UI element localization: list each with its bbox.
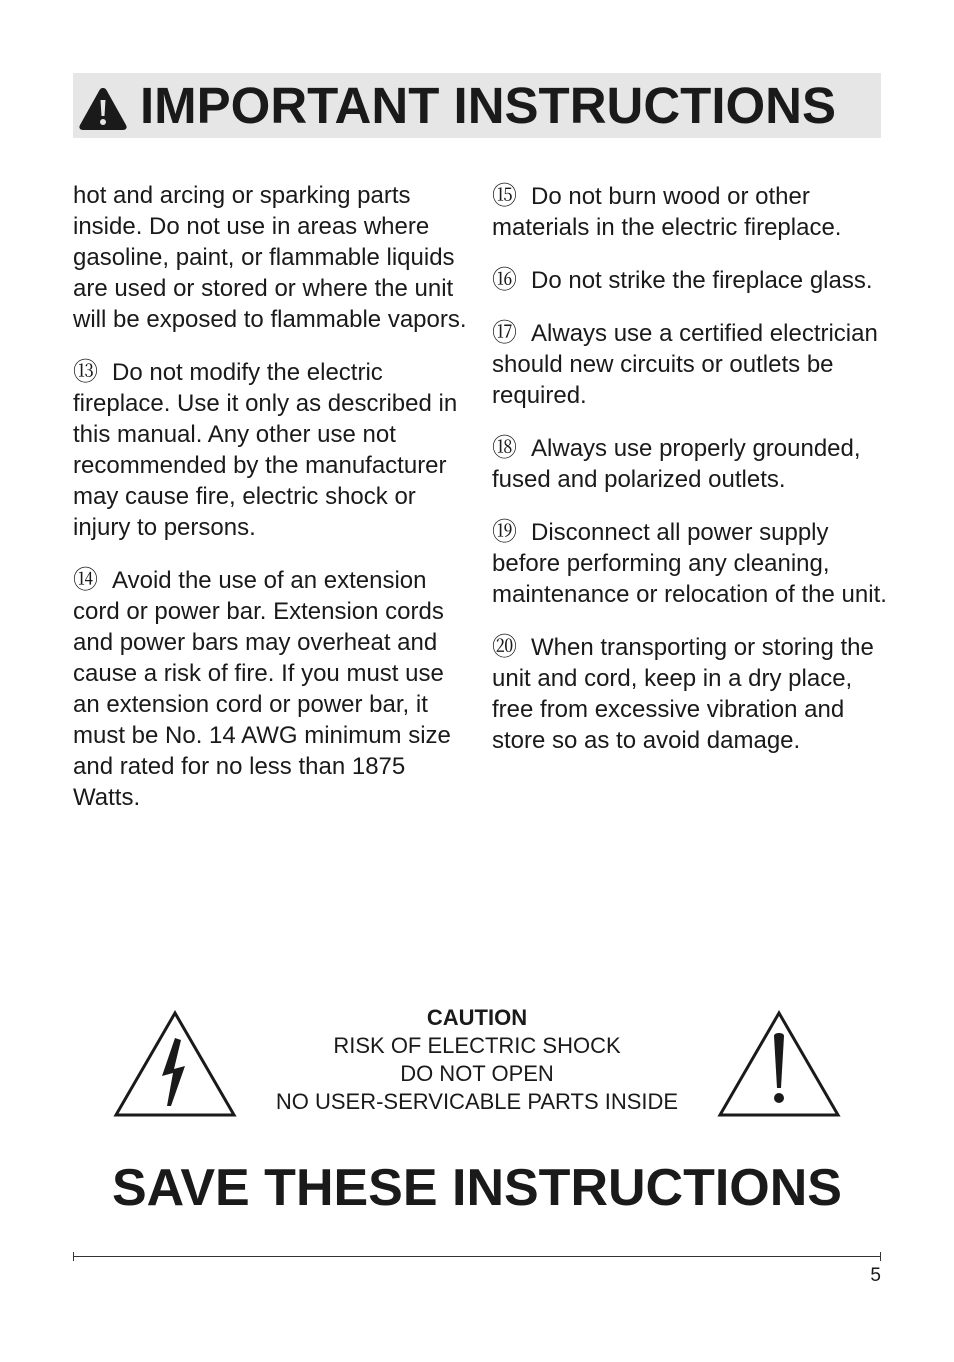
- instruction-item-15: [492, 180, 887, 243]
- item-text: Do not modify the electric fireplace. Use it only as described in this manual. Any other use not recommended by the manufacturer may cause fire, electric shock or injury to persons.: [73, 359, 458, 541]
- caution-line: DO NOT OPEN: [400, 1061, 554, 1086]
- footer-rule-tick: [880, 1252, 881, 1261]
- item-text: When transporting or storing the unit and cord, keep in a dry place, free from excessive vibration and store so as to avoid damage.: [492, 634, 874, 754]
- instruction-item-20: [492, 631, 887, 756]
- item-text: Avoid the use of an extension cord or power bar. Extension cords and power bars may overheat and cause a risk of fire. If you must use an extension cord or power bar, it must be No. 14 AWG minimum size and rated for no less than 1875 Watts.: [73, 567, 451, 811]
- caution-notice: [240, 1004, 714, 1116]
- item-text: Do not burn wood or other materials in the electric fireplace.: [492, 183, 842, 241]
- lightning-bolt-triangle-icon: [113, 1010, 237, 1118]
- instruction-item-13: [73, 356, 468, 543]
- item-number: ⑭: [73, 565, 99, 594]
- footer-rule-tick: [73, 1252, 74, 1261]
- item-text: Do not strike the fireplace glass.: [531, 267, 873, 294]
- right-column: [492, 180, 887, 777]
- item-number: ⑲: [492, 517, 518, 546]
- item-number: ⑰: [492, 318, 518, 347]
- save-instructions-title: SAVE THESE INSTRUCTIONS: [111, 1159, 842, 1217]
- instruction-item-14: [73, 564, 468, 813]
- warning-triangle-icon: [78, 86, 128, 132]
- exclamation-triangle-icon: [717, 1010, 841, 1118]
- continuation-paragraph: hot and arcing or sparking parts inside. Do not use in areas where gasoline, paint, or flammable liquids are used or stored or where the unit will be exposed to flammable vapors.: [73, 182, 467, 333]
- item-text: Always use properly grounded, fused and polarized outlets.: [492, 435, 861, 493]
- item-text: Disconnect all power supply before performing any cleaning, maintenance or relocation of the unit.: [492, 519, 887, 608]
- caution-line: RISK OF ELECTRIC SHOCK: [333, 1033, 621, 1058]
- caution-heading: CAUTION: [426, 1005, 528, 1030]
- left-column: [73, 180, 468, 834]
- caution-line: NO USER-SERVICABLE PARTS INSIDE: [275, 1089, 679, 1114]
- page-number: 5: [870, 1265, 881, 1286]
- item-text: Always use a certified electrician should new circuits or outlets be required.: [492, 320, 878, 409]
- footer-rule: [73, 1256, 881, 1257]
- item-number: ⑳: [492, 632, 518, 661]
- instruction-item-17: [492, 317, 887, 411]
- instruction-item-18: [492, 432, 887, 495]
- page-title: IMPORTANT INSTRUCTIONS: [140, 77, 837, 134]
- item-number: ⑱: [492, 433, 518, 462]
- item-number: ⑯: [492, 265, 518, 294]
- item-number: ⑬: [73, 357, 99, 386]
- instruction-item-19: [492, 516, 887, 610]
- instruction-item-16: [492, 264, 887, 296]
- item-number: ⑮: [492, 181, 518, 210]
